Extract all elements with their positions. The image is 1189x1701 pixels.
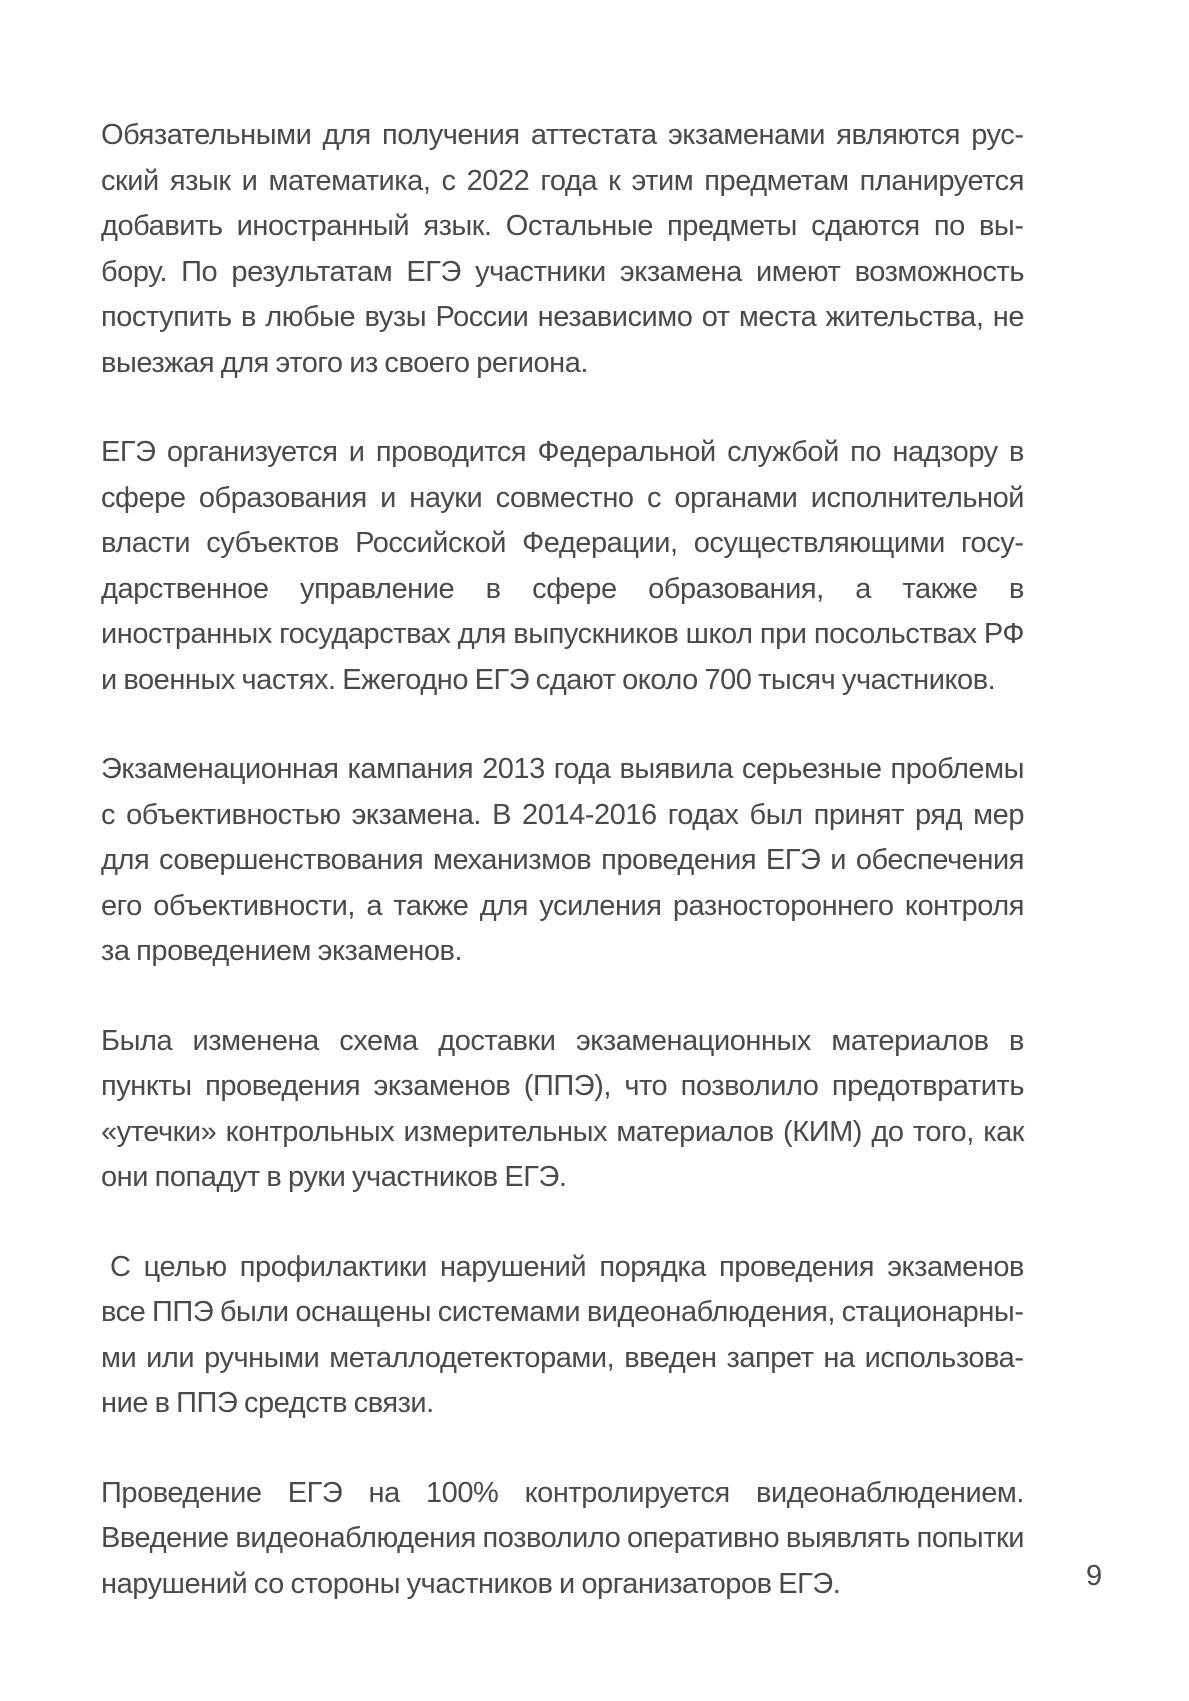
page-number: 9 bbox=[1086, 1560, 1103, 1592]
paragraph-3: Экзаменационная кампания 2013 года выявила серьезные проблемы с объективностью экзамена. В 2014-2016 годах был принят ряд мер для совершенствования механизмов проведения ЕГЭ и обеспечения его объективности, а также для усиления разностороннего контроля за проведением экзаменов. bbox=[101, 753, 1024, 967]
paragraph-1: Обязательными для получения аттестата экзаменами являются русский язык и математика, с 2022 года к этим предметам планируется добавить иностранный язык. Остальные предметы сдаются по выбору. По результатам ЕГЭ участники экзамена имеют возможность поступить в любые вузы России независимо от места жительства, не выезжая для этого из своего региона. bbox=[101, 119, 1024, 379]
paragraph-5: С целью профилактики нарушений порядка проведения экзаменов все ППЭ были оснащены системами видеонаблюдения, стационарными или ручными металлодетекторами, введен запрет на использование в ППЭ средств связи. bbox=[101, 1250, 1024, 1419]
paragraph-4: Была изменена схема доставки экзаменационных материалов в пункты проведения экзаменов (ППЭ), что позволило предотвратить «утечки» контрольных измерительных материалов (КИМ) до того, как они попадут в руки участников ЕГЭ. bbox=[101, 1024, 1024, 1193]
body-text bbox=[101, 113, 1024, 1651]
paragraph-2: ЕГЭ организуется и проводится Федеральной службой по надзору в сфере образования и науки совместно с органами исполнительной власти субъектов Российской Федерации, осуществляющими государственное управление в сфере образования, а также в иностранных государствах для выпускников школ при посольствах РФ и военных частях. Ежегодно ЕГЭ сдают около 700 тысяч участников. bbox=[101, 436, 1024, 696]
paragraph-6: Проведение ЕГЭ на 100% контролируется видеонаблюдением. Введение видеонаблюдения позволило оперативно выявлять попытки нарушений со стороны участников и организаторов ЕГЭ. bbox=[101, 1476, 1024, 1600]
